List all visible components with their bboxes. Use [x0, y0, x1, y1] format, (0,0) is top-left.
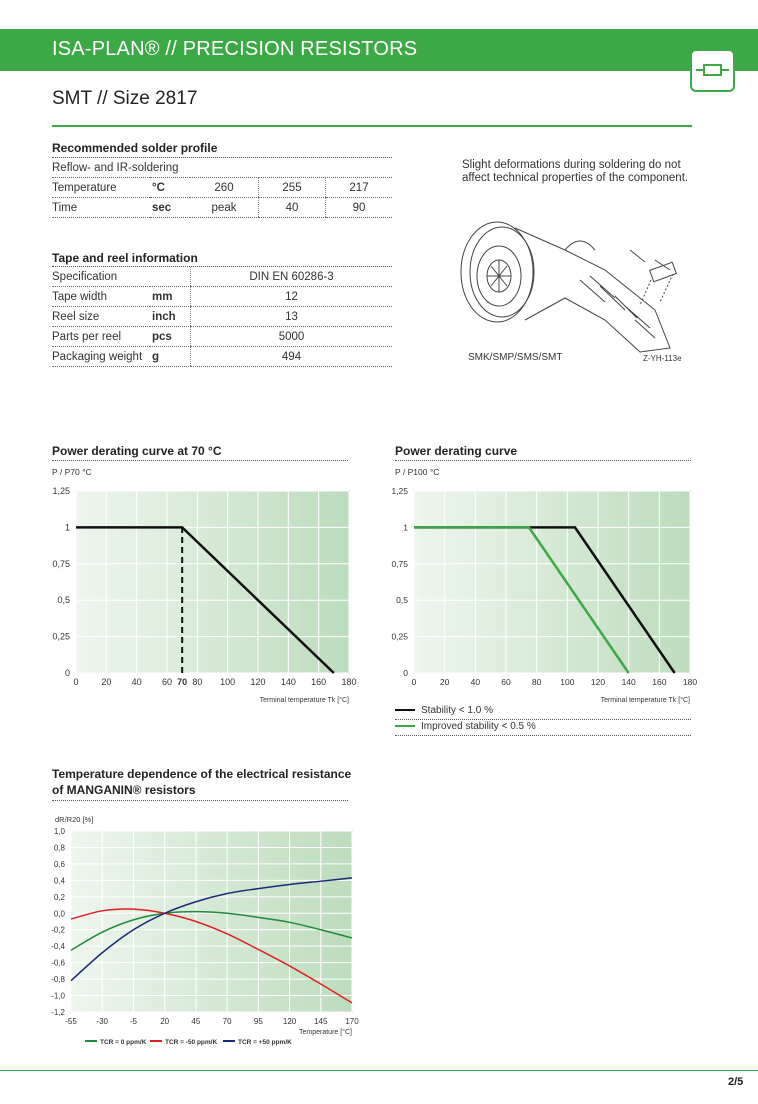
x-tick-label: 140 [280, 677, 296, 687]
y-tick-label: 0,5 [396, 595, 408, 606]
chart1-title: Power derating curve at 70 °C [52, 444, 222, 458]
cell-value: 260 [190, 178, 259, 198]
divider [52, 460, 348, 461]
row-label: Parts per reel [52, 327, 150, 347]
legend-item [395, 705, 691, 720]
y-tick-label: 0,25 [52, 631, 70, 642]
x-axis-label: Terminal temperature Tk [°C] [259, 697, 349, 704]
table-row [52, 287, 392, 307]
legend-label: Stability < 1.0 % [421, 705, 493, 716]
table-row [52, 267, 392, 287]
chart2-title: Power derating curve [395, 444, 518, 458]
row-label: Packaging weight [52, 347, 150, 367]
x-tick-label: -5 [129, 1017, 138, 1026]
x-tick-label: 0 [411, 677, 417, 687]
y-tick-label: -0,8 [51, 975, 65, 985]
chart1-svg [40, 480, 360, 710]
y-tick-label: -0,4 [51, 942, 65, 952]
legend-swatch [395, 725, 415, 727]
row-unit: °C [150, 178, 190, 198]
y-tick-label: -0,6 [51, 958, 65, 968]
y-tick-label: 0 [403, 668, 408, 678]
row-unit: mm [150, 287, 191, 307]
y-tick-label: 1 [403, 522, 408, 533]
x-tick-label: 145 [314, 1017, 328, 1026]
resistor-icon [690, 49, 735, 92]
x-tick-label: 0 [73, 677, 79, 687]
divider [52, 800, 348, 801]
x-tick-label: 20 [439, 677, 450, 687]
tape-reel-table [52, 267, 392, 367]
x-tick-label: 120 [282, 1017, 297, 1026]
y-tick-label: 1 [64, 522, 70, 533]
x-tick-label: -30 [96, 1017, 109, 1026]
row-label: Temperature [52, 178, 150, 198]
chart2-svg [383, 480, 703, 710]
x-tick-label: 120 [250, 677, 266, 687]
x-tick-label: 120 [590, 677, 606, 687]
chart3-title-line2: of MANGANIN® resistors [52, 783, 196, 797]
x-tick-label: 180 [682, 677, 698, 687]
legend-item [395, 721, 691, 736]
legend-label: TCR = -50 ppm/K [165, 1039, 218, 1046]
legend-label: Improved stability < 0.5 % [421, 721, 536, 732]
row-label: Tape width [52, 287, 150, 307]
x-tick-label: 60 [161, 677, 173, 687]
x-tick-label: 160 [311, 677, 327, 687]
row-label: Specification [52, 267, 150, 287]
cell-value: 5000 [191, 327, 393, 347]
x-axis-label: Temperature [°C] [299, 1029, 352, 1036]
legend-label: TCR = +50 ppm/K [238, 1039, 292, 1046]
tape-reel-title: Tape and reel information [52, 251, 198, 265]
y-tick-label: 1,25 [391, 486, 408, 496]
figure-code: Z-YH-113e [643, 354, 682, 363]
x-tick-label: 20 [101, 677, 112, 687]
y-tick-label: 0,5 [57, 595, 70, 606]
y-tick-label: 0,8 [53, 843, 65, 853]
row-unit: sec [150, 198, 190, 218]
x-tick-label: 100 [220, 677, 236, 687]
cell-value: DIN EN 60286-3 [191, 267, 393, 287]
product-subtitle: SMT // Size 2817 [52, 88, 198, 109]
x-tick-label: 70 [222, 1017, 232, 1026]
footer-divider [0, 1070, 758, 1071]
x-tick-label: 40 [131, 677, 142, 687]
y-tick-label: 0,0 [53, 909, 65, 919]
y-tick-label: 0 [64, 668, 70, 678]
y-tick-label: 0,4 [53, 876, 65, 886]
table-row [52, 347, 392, 367]
cell-value: 255 [259, 178, 326, 198]
y-tick-label: -0,2 [51, 925, 65, 935]
cell-value: 494 [191, 347, 393, 367]
solder-method: Reflow- and IR-soldering [52, 158, 392, 178]
x-tick-label: 100 [560, 677, 575, 687]
cell-value: 12 [191, 287, 393, 307]
cell-value: 217 [326, 178, 393, 198]
cell-value: 13 [191, 307, 393, 327]
solder-profile-table [52, 158, 392, 218]
header-banner [0, 29, 758, 71]
table-row [52, 327, 392, 347]
y-tick-label: 0,25 [391, 631, 408, 642]
legend-label: TCR = 0 ppm/K [100, 1039, 147, 1046]
chart2-ylabel: P / P100 °C [395, 467, 440, 477]
soldering-note: Slight deformations during soldering do not affect technical properties of the component. [462, 159, 689, 184]
x-tick-label: 20 [160, 1017, 170, 1026]
table-row [52, 307, 392, 327]
x-tick-label: 80 [192, 677, 203, 687]
x-tick-label: 160 [652, 677, 667, 687]
x-tick-label: 140 [621, 677, 636, 687]
divider [395, 460, 691, 461]
plot-area [71, 831, 352, 1012]
x-tick-label: 40 [470, 677, 481, 687]
table-row [52, 198, 392, 218]
figure-caption: SMK/SMP/SMS/SMT [468, 352, 563, 363]
x-tick-label: 60 [501, 677, 511, 687]
chart3-ylabel: dR/R20 [%] [55, 815, 94, 824]
chart3-title: Temperature dependence of the electrical resistance [52, 767, 352, 781]
tape-reel-illustration [455, 210, 695, 370]
x-tick-label: -55 [65, 1017, 77, 1026]
x-tick-label: 170 [345, 1017, 359, 1026]
y-tick-label: 0,75 [391, 558, 408, 569]
row-label: Time [52, 198, 150, 218]
y-tick-label: 0,75 [52, 558, 70, 569]
cell-value: peak [190, 198, 259, 218]
row-unit: inch [150, 307, 191, 327]
x-axis-label: Terminal temperature Tk [°C] [600, 697, 690, 704]
solder-profile-title: Recommended solder profile [52, 141, 218, 155]
x-tick-label: 180 [341, 677, 357, 687]
row-unit: pcs [150, 327, 191, 347]
header-divider [52, 125, 692, 127]
cell-value: 40 [259, 198, 326, 218]
table-row [52, 178, 392, 198]
x-tick-label: 95 [253, 1017, 263, 1026]
row-unit [150, 267, 191, 287]
legend-swatch [395, 709, 415, 711]
plot-area [76, 491, 349, 673]
page-title: ISA-PLAN® // PRECISION RESISTORS [52, 38, 418, 60]
y-tick-label: 1,25 [52, 486, 70, 496]
y-tick-label: 0,2 [53, 892, 65, 902]
table-row [52, 158, 392, 178]
y-tick-label: -1,2 [51, 1008, 65, 1017]
y-tick-label: 0,6 [53, 859, 65, 869]
chart3-svg [40, 822, 365, 1047]
page-number: 2/5 [728, 1076, 744, 1088]
x-tick-label: 80 [531, 677, 542, 687]
chart1-ylabel: P / P70 °C [52, 467, 92, 477]
y-tick-label: 1,0 [53, 827, 65, 836]
row-label: Reel size [52, 307, 150, 327]
x-tick-label: 45 [191, 1017, 201, 1026]
plot-area [414, 491, 690, 673]
row-unit: g [150, 347, 191, 367]
y-tick-label: -1,0 [51, 991, 65, 1001]
x-tick-label: 70 [177, 677, 188, 687]
cell-value: 90 [326, 198, 393, 218]
